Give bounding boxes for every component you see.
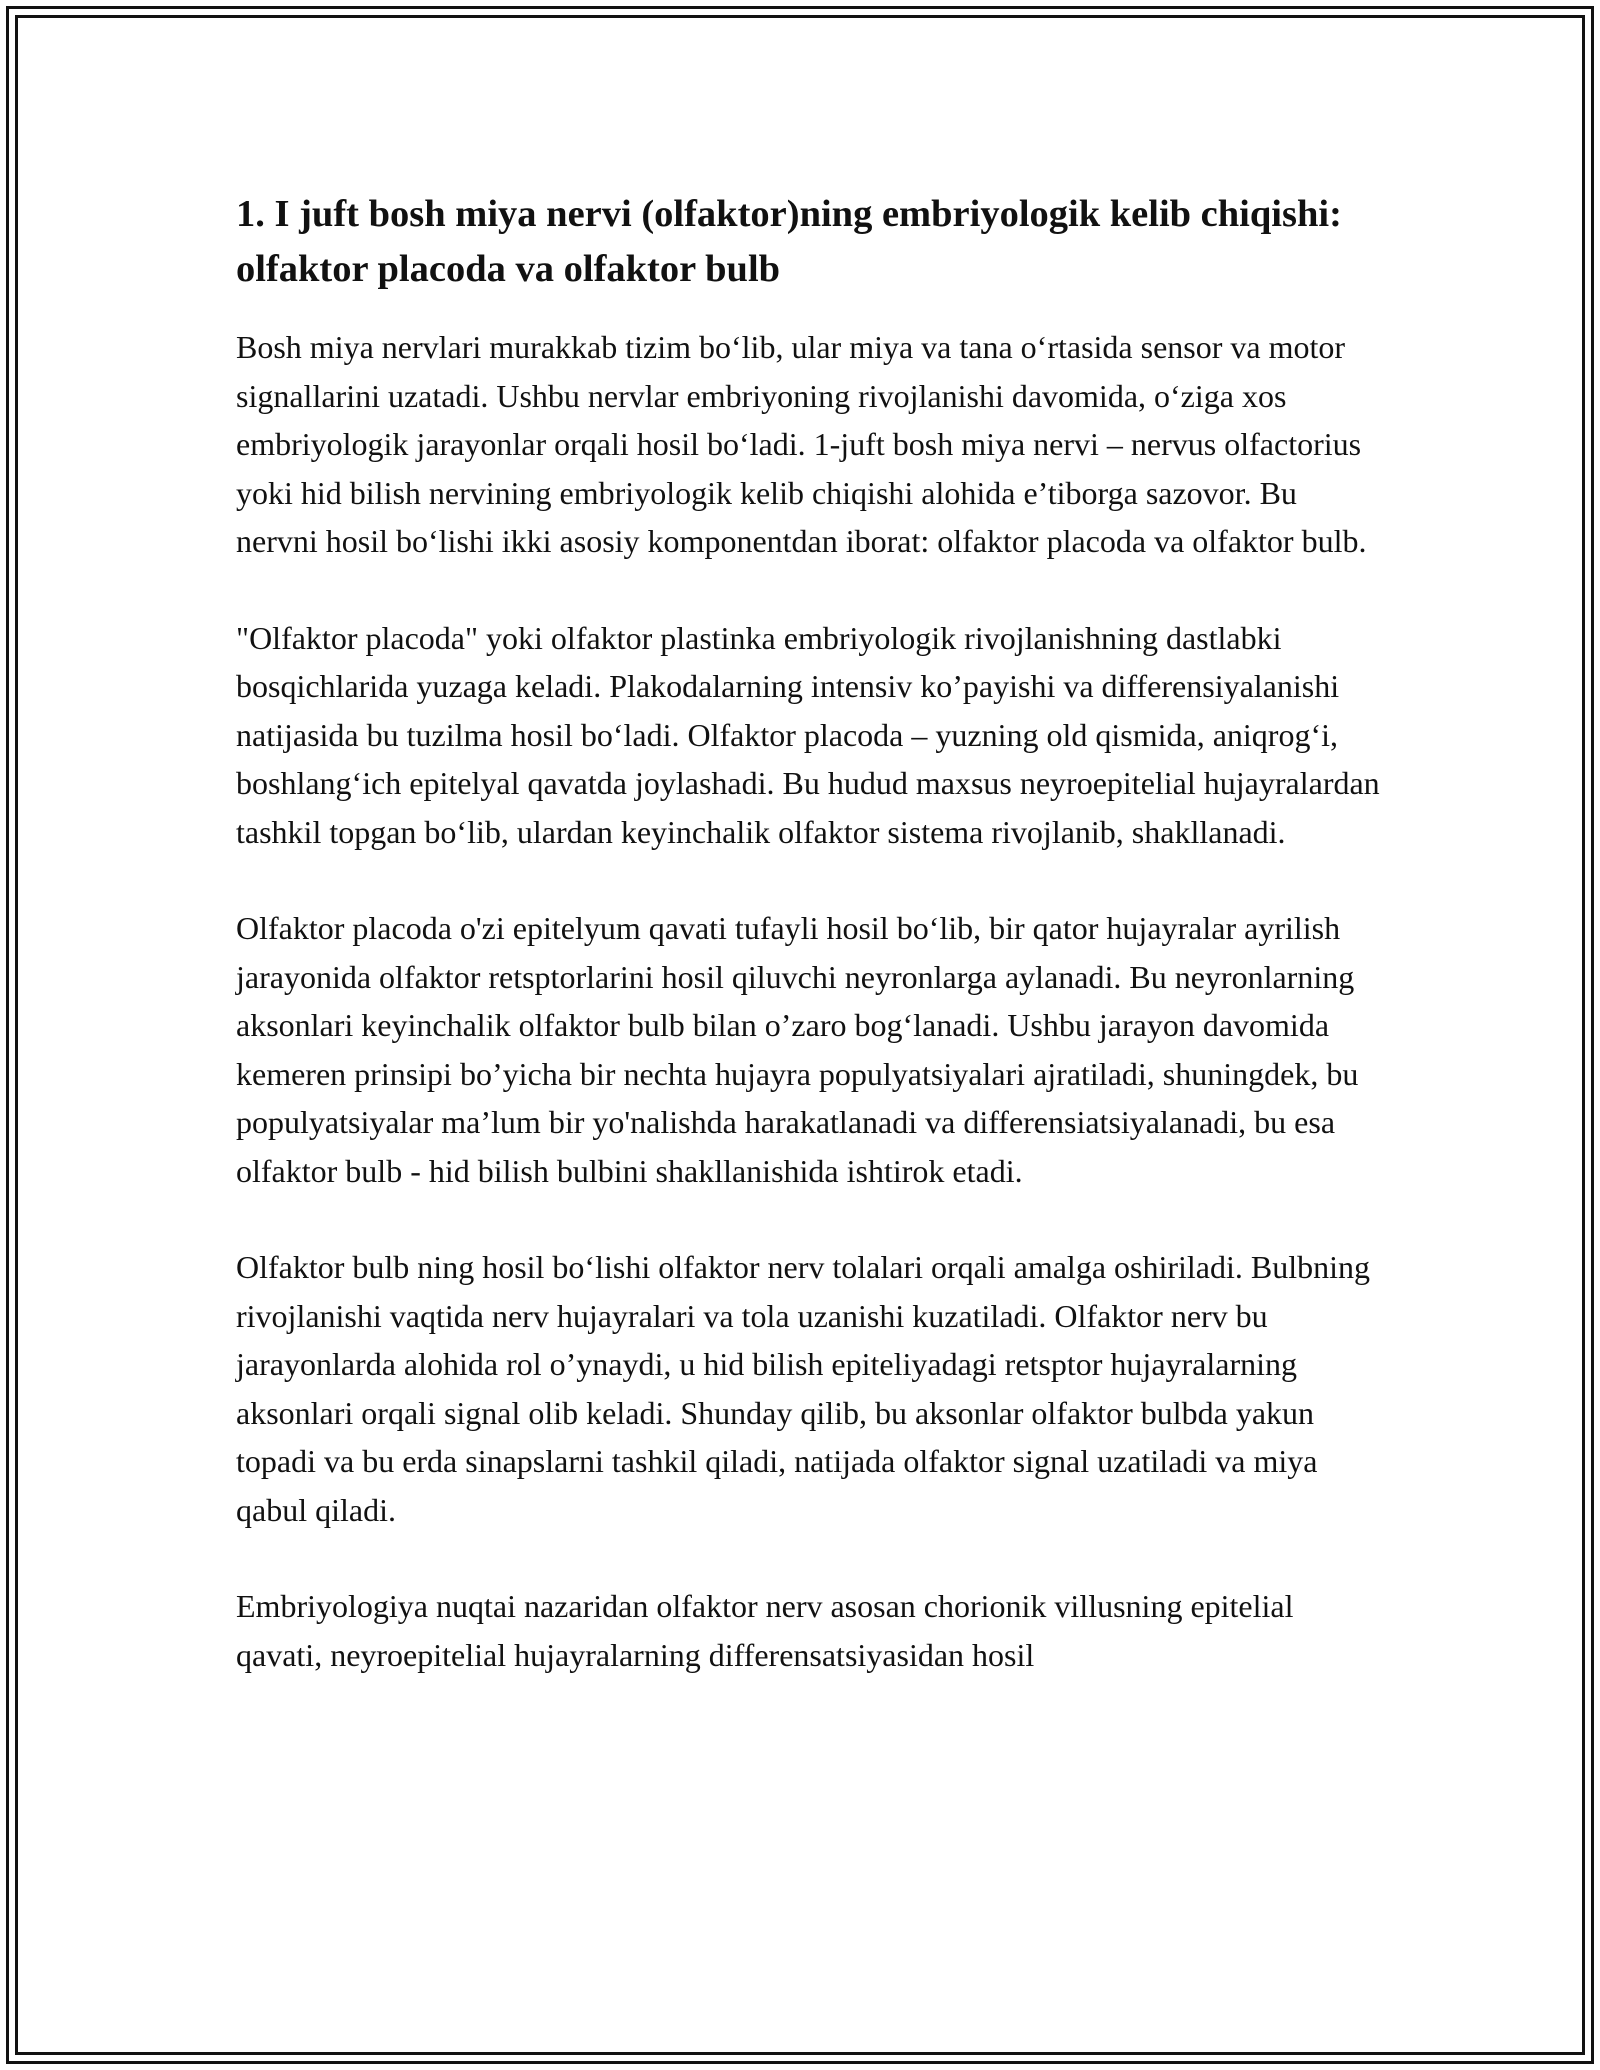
document-title: 1. I juft bosh miya nervi (olfaktor)ning embriyologik kelib chiqishi: olfaktor placoda va olfaktor bulb xyxy=(236,193,1342,290)
paragraph-placode-neurons: Olfaktor placoda o'zi epitelyum qavati tufayli hosil bo‘lib, bir qator hujayralar ayrilish jarayonida olfaktor retsptorlarini hosil qiluvchi neyronlarga aylanadi. Bu neyronlarning aksonlari keyinchalik olfaktor bulb bilan o’zaro bog‘lanadi. Ushbu jarayon davomida kemeren prinsipi bo’yicha bir nechta hujayra populyatsiyalari ajratiladi, shuningdek, bu populyatsiyalar ma’lum bir yo'nalishda harakatlanadi va differensiatsiyalanadi, bu esa olfaktor bulb - hid bilish bulbini shakllanishida ishtirok etadi. xyxy=(236,910,1359,1189)
paragraph-intro: Bosh miya nervlari murakkab tizim bo‘lib, ular miya va tana o‘rtasida sensor va motor signallarini uzatadi. Ushbu nervlar embriyoning rivojlanishi davomida, o‘ziga xos embriyologik jarayonlar orqali hosil bo‘ladi. 1-juft bosh miya nervi – nervus olfactorius yoki hid bilish nervining embriyologik kelib chiqishi alohida e’tiborga sazovor. Bu nervni hosil bo‘lishi ikki asosiy komponentdan iborat: olfaktor placoda va olfaktor bulb. xyxy=(236,329,1367,559)
paragraph-olfactory-placode: "Olfaktor placoda" yoki olfaktor plastinka embriyologik rivojlanishning dastlabki bosqichlarida yuzaga keladi. Plakodalarning intensiv ko’payishi va differensiyalanishi natijasida bu tuzilma hosil bo‘ladi. Olfaktor placoda – yuzning old qismida, aniqrog‘i, boshlang‘ich epitelyal qavatda joylashadi. Bu hudud maxsus neyroepitelial hujayralardan tashkil topgan bo‘lib, ulardan keyinchalik olfaktor sistema rivojlanib, shakllanadi. xyxy=(236,619,1380,850)
paragraph-embryology: Embriyologiya nuqtai nazaridan olfaktor nerv asosan chorionik villusning epitelial qavati, neyroepitelial hujayralarning differensatsiyasidan hosil xyxy=(236,1588,1294,1673)
paragraph-olfactory-bulb: Olfaktor bulb ning hosil bo‘lishi olfaktor nerv tolalari orqali amalga oshiriladi. Bulbning rivojlanishi vaqtida nerv hujayralari va tola uzanishi kuzatiladi. Olfaktor nerv bu jarayonlarda alohida rol o’ynaydi, u hid bilish epiteliyadagi retsptor hujayralarning aksonlari orqali signal olib keladi. Shunday qilib, bu aksonlar olfaktor bulbda yakun topadi va bu erda sinapslarni tashkil qiladi, natijada olfaktor signal uzatiladi va miya qabul qiladi. xyxy=(236,1249,1371,1528)
document-body xyxy=(236,187,1386,1727)
